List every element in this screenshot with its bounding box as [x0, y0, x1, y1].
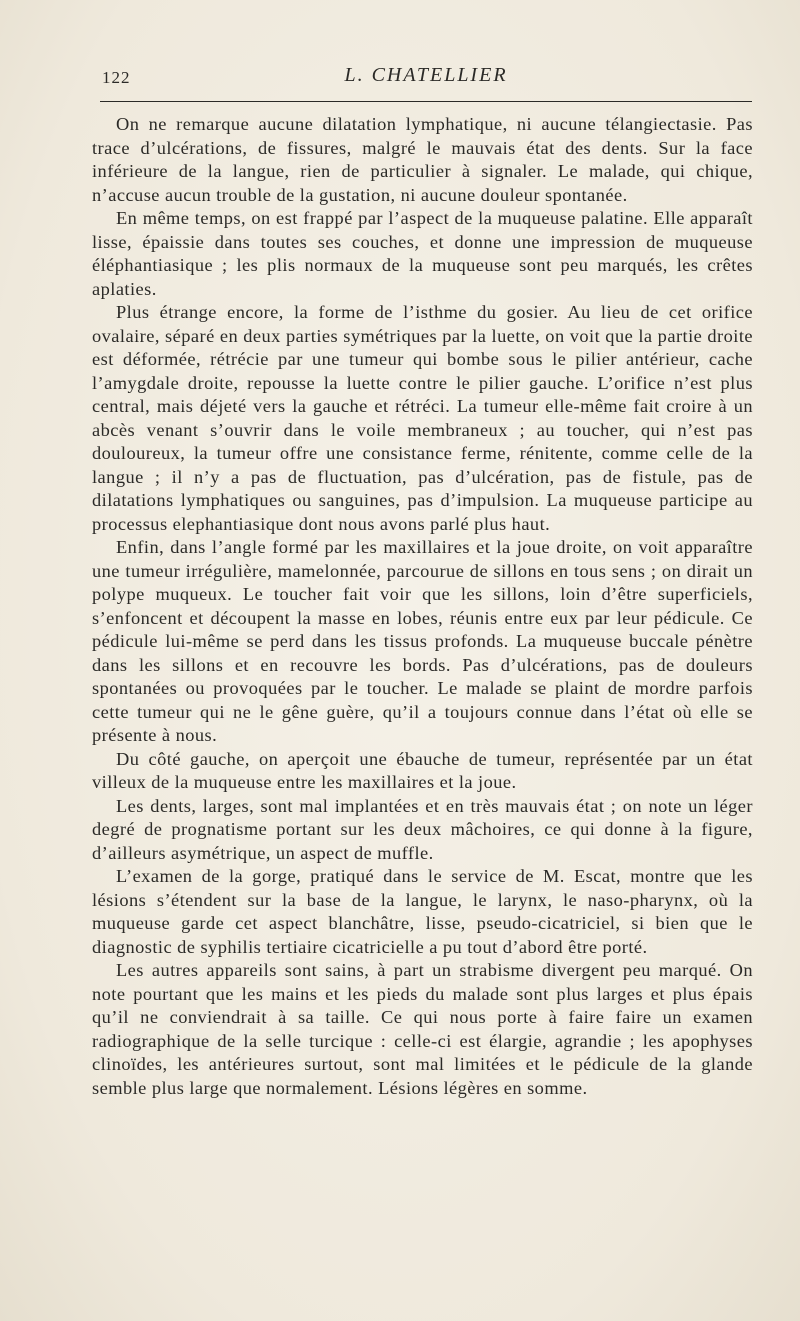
paragraph: On ne remarque aucune dilatation lymphatique, ni aucune télangiectasie. Pas trace d’ulcérations, de fissures, malgré le mauvais état des dents. Sur la face inférieure de la langue, rien de particulier à signaler. Le malade, qui chique, n’accuse aucun trouble de la gustation, ni aucune douleur spontanée.	[92, 114, 753, 205]
paragraph: Plus étrange encore, la forme de l’isthme du gosier. Au lieu de cet orifice ovalaire, séparé en deux parties symétriques par la luette, on voit que la partie droite est déformée, rétrécie par une tumeur qui bombe sous le pilier antérieur, cache l’amygdale droite, repousse la luette contre le pilier gauche. L’orifice n’est plus central, mais déjeté vers la gauche et rétréci. La tumeur elle-même fait croire à un abcès venant s’ouvrir dans le voile membraneux ; au toucher, qui n’est pas douloureux, la tumeur offre une consistance ferme, rénitente, comme celle de la langue ; il n’y a pas de fluctuation, pas d’ulcération, pas de fistule, pas de dilatations lymphatiques ou sanguines, pas d’impulsion. La muqueuse participe au processus elephantiasique dont nous avons parlé plus haut.	[92, 302, 753, 534]
running-head: L. CHATELLIER	[344, 64, 508, 86]
page-number: 122	[102, 68, 131, 87]
page-header	[100, 62, 752, 92]
paragraph: Du côté gauche, on aperçoit une ébauche de tumeur, représentée par un état villeux de la muqueuse entre les maxillaires et la joue.	[92, 748, 753, 792]
header-rule	[100, 101, 752, 102]
body-text	[92, 113, 753, 1100]
paragraph: Enfin, dans l’angle formé par les maxillaires et la joue droite, on voit apparaître une tumeur irrégulière, mamelonnée, parcourue de sillons en tous sens ; on dirait un polype muqueux. Le toucher fait voir que les sillons, loin d’être superficiels, s’enfoncent et découpent la masse en lobes, réunis entre eux par leur pédicule. Ce pédicule lui-même se perd dans les tissus profonds. La muqueuse buccale pénètre dans les sillons et en recouvre les bords. Pas d’ulcérations, pas de douleurs spontanées ou provoquées par le toucher. Le malade se plaint de mordre parfois cette tumeur qui ne le gêne guère, qu’il a toujours connue dans l’état où elle se présente à nous.	[92, 537, 753, 745]
paragraph: En même temps, on est frappé par l’aspect de la muqueuse palatine. Elle apparaît lisse, épaissie dans toutes ses couches, et donne une impression de muqueuse éléphantiasique ; les plis normaux de la muqueuse sont peu marqués, les crêtes aplaties.	[92, 208, 753, 299]
paragraph: Les dents, larges, sont mal implantées et en très mauvais état ; on note un léger degré de prognatisme portant sur les deux mâchoires, ce qui donne à la figure, d’ailleurs asymétrique, un aspect de muffle.	[92, 795, 753, 863]
paragraph: Les autres appareils sont sains, à part un strabisme divergent peu marqué. On note pourtant que les mains et les pieds du malade sont plus larges et plus épais qu’il ne conviendrait à sa taille. Ce qui nous porte à faire faire un examen radiographique de la selle turcique : celle-ci est élargie, agrandie ; les apophyses clinoïdes, les antérieures surtout, sont mal limitées et le pédicule de la glande semble plus large que normalement. Lésions légères en somme.	[92, 960, 753, 1098]
paragraph: L’examen de la gorge, pratiqué dans le service de M. Escat, montre que les lésions s’étendent sur la base de la langue, le larynx, le naso-pharynx, où la muqueuse garde cet aspect blanchâtre, lisse, pseudo-cicatriciel, si bien que le diagnostic de syphilis tertiaire cicatricielle a pu tout d’abord être porté.	[92, 866, 753, 957]
